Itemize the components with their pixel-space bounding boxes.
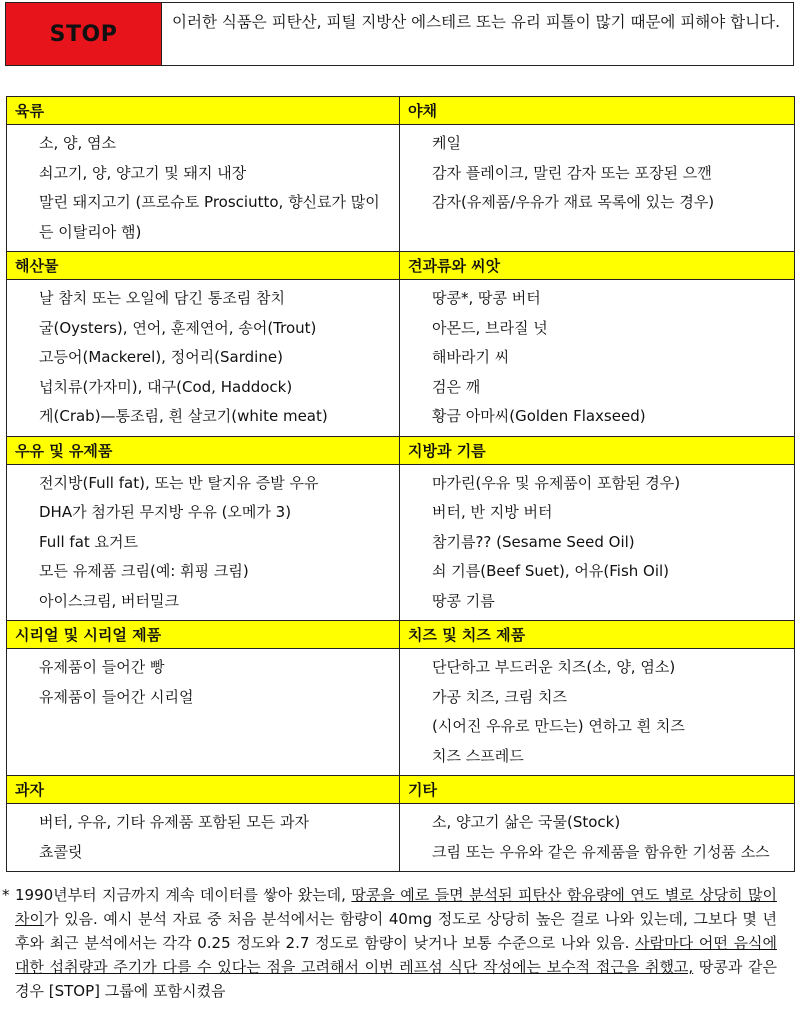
food-item: 크림 또는 우유와 같은 유제품을 함유한 기성품 소스	[432, 842, 770, 861]
food-list	[7, 649, 399, 716]
food-item: (시어진 우유로 만드는) 연하고 흰 치즈	[432, 717, 685, 735]
food-item: 날 참치 또는 오일에 담긴 통조림 참치	[39, 289, 285, 307]
category-header: 우유 및 유제품	[7, 436, 400, 464]
category-header: 치즈 및 치즈 제품	[400, 621, 795, 649]
category-header: 육류	[7, 97, 400, 125]
food-item: 소, 양고기 삶은 국물(Stock)	[432, 813, 621, 831]
category-header: 해산물	[7, 252, 400, 280]
food-item: 고등어(Mackerel), 정어리(Sardine)	[39, 348, 283, 366]
footnote-underlined-2: 사람마다 어떤 음식에 대한 섭취량과 주기가 다를 수 있다는 점을 고려해서 이번 레프섬 식단 작성에는 보수적 접근을 취했고,	[15, 934, 777, 976]
category-items-cell	[7, 464, 400, 621]
food-item: 유제품이 들어간 빵	[39, 658, 165, 676]
category-header: 시리얼 및 시리얼 제품	[7, 621, 400, 649]
food-item: 가공 치즈, 크림 치즈	[432, 687, 567, 706]
food-list	[400, 804, 794, 871]
food-item: 땅콩 기름	[432, 591, 495, 610]
food-item: 치즈 스프레드	[432, 746, 524, 765]
food-item: 쇠고기, 양, 양고기 및 돼지 내장	[39, 163, 247, 182]
food-list	[400, 125, 794, 222]
category-items-cell	[7, 804, 400, 872]
food-item: 아몬드, 브라질 넛	[432, 318, 548, 337]
food-item: Full fat 요거트	[39, 532, 139, 551]
category-items-cell	[7, 280, 400, 437]
food-item: 마가린(우유 및 유제품이 포함된 경우)	[432, 473, 681, 492]
food-list	[7, 465, 399, 621]
food-list	[7, 125, 399, 251]
food-item: 넙치류(가자미), 대구(Cod, Haddock)	[39, 377, 293, 396]
category-header: 과자	[7, 776, 400, 804]
footnote-text-1: 1990년부터 지금까지 계속 데이터를 쌓아 왔는데,	[15, 886, 352, 904]
stop-banner	[5, 2, 794, 66]
category-items-cell	[400, 649, 795, 776]
food-item: 아이스크림, 버터밀크	[39, 591, 179, 610]
food-item: 굴(Oysters), 연어, 훈제연어, 송어(Trout)	[39, 318, 317, 337]
footnote-asterisk: *	[2, 886, 10, 904]
food-list	[400, 649, 794, 775]
category-header: 야채	[400, 97, 795, 125]
food-item: 감자(유제품/우유가 재료 목록에 있는 경우)	[432, 193, 715, 211]
category-header-row	[7, 436, 795, 464]
category-header: 기타	[400, 776, 795, 804]
category-items-cell	[400, 804, 795, 872]
category-header-row	[7, 252, 795, 280]
footnote-underlined-1: 땅콩을 예로 들면 분석된 피탄산 함유량에 연도 별로 상당히 많이 차이	[15, 886, 778, 928]
food-item: 쵸콜릿	[39, 842, 83, 861]
food-item: 유제품이 들어간 시리얼	[39, 687, 194, 706]
category-items-cell	[7, 125, 400, 252]
food-list	[400, 465, 794, 621]
food-item: 땅콩*, 땅콩 버터	[432, 289, 541, 307]
category-items-row	[7, 649, 795, 776]
food-item: 쇠 기름(Beef Suet), 어유(Fish Oil)	[432, 562, 670, 580]
footnote-text-2: 가 있음. 예시 분석 자료 중 처음 분석에서는 함량이 40mg 정도로 상당히 높은 걸로 나와 있는데, 그보다 몇 년 후와 최근 분석에서는 각각 0.25 정도와 2.7 정도로 함량이 낮거나 보통 수준으로 나와 있음.	[15, 910, 777, 952]
category-items-row	[7, 280, 795, 437]
food-item: 버터, 우유, 기타 유제품 포함된 모든 과자	[39, 813, 309, 831]
food-item: 버터, 반 지방 버터	[432, 503, 553, 521]
food-item: 검은 깨	[432, 377, 481, 396]
food-item: 게(Crab)—통조림, 흰 살코기(white meat)	[39, 407, 328, 425]
category-header-row	[7, 776, 795, 804]
category-items-row	[7, 464, 795, 621]
food-item: 참기름?? (Sesame Seed Oil)	[432, 532, 635, 551]
category-items-row	[7, 804, 795, 872]
category-header-row	[7, 621, 795, 649]
food-item: 말린 돼지고기 (프로슈토 Prosciutto, 향신료가 많이 든 이탈리아 햄)	[39, 193, 380, 241]
food-item: DHA가 첨가된 무지방 우유 (오메가 3)	[39, 503, 292, 521]
category-header: 견과류와 씨앗	[400, 252, 795, 280]
food-item: 감자 플레이크, 말린 감자 또는 포장된 으깬	[432, 163, 712, 182]
category-items-row	[7, 125, 795, 252]
food-table	[6, 96, 795, 872]
stop-description: 이러한 식품은 피탄산, 피틸 지방산 에스테르 또는 유리 피톨이 많기 때문에 피해야 합니다.	[172, 13, 781, 31]
stop-label: STOP	[6, 3, 162, 65]
food-list	[7, 280, 399, 436]
food-list	[400, 280, 794, 436]
category-items-cell	[400, 464, 795, 621]
food-list	[7, 804, 399, 871]
footnote	[2, 883, 778, 1003]
food-item: 전지방(Full fat), 또는 반 탈지유 증발 우유	[39, 473, 319, 492]
category-items-cell	[400, 280, 795, 437]
food-item: 소, 양, 염소	[39, 134, 117, 152]
category-items-cell	[7, 649, 400, 776]
food-item: 해바라기 씨	[432, 348, 510, 366]
food-item: 단단하고 부드러운 치즈(소, 양, 염소)	[432, 658, 676, 676]
category-header: 지방과 기름	[400, 436, 795, 464]
food-item: 케일	[432, 134, 461, 152]
footnote-text-3: 땅콩과 같은 경우 [STOP] 그룹에 포함시켰음	[15, 958, 777, 1000]
category-header-row	[7, 97, 795, 125]
category-items-cell	[400, 125, 795, 252]
food-item: 황금 아마씨(Golden Flaxseed)	[432, 407, 646, 425]
food-item: 모든 유제품 크림(예: 휘핑 크림)	[39, 562, 249, 580]
